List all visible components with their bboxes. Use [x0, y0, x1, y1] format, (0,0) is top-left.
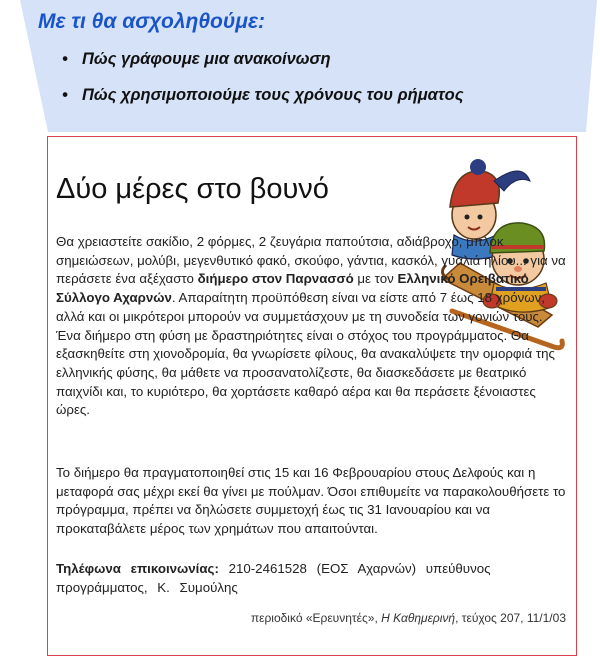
contact-label: Τηλέφωνα επικοινωνίας: [56, 561, 219, 576]
objective-text: Πώς χρησιμοποιούμε τους χρόνους του ρήματος [82, 86, 464, 104]
article-title: Δύο μέρες στο βουνό [56, 173, 329, 205]
p1-text-c: με τον [353, 271, 398, 287]
objectives-title: Με τι θα ασχοληθούμε: [38, 10, 265, 33]
article-paragraph-1 [56, 233, 566, 420]
objective-text: Πώς γράφουμε μια ανακοίνωση [82, 50, 331, 68]
source-publication: Η Καθημερινή [381, 611, 456, 625]
source-citation [251, 611, 566, 625]
bullet-icon: • [62, 50, 68, 68]
bullet-icon: • [62, 86, 68, 104]
objectives-list [62, 48, 463, 120]
objectives-box [0, 0, 600, 140]
article-paragraph-2: Το διήμερο θα πραγματοποιηθεί στις 15 και 16 Φεβρουαρίου στους Δελφούς και η μεταφορά σας μέχρι εκεί θα γίνει με πούλμαν. Όσοι επιθυμείτε να παρακολουθήσετε το πρόγραμμα, πρέπει να δηλώσετε συμμετοχή έως τις 31 Ιανουαρίου και να προκαταβάλετε μέρος των χρημάτων που απαιτούνται. [56, 465, 566, 537]
p1-text-d: . Απαραίτητη προϋπόθεση είναι να είστε από 7 έως 18 χρόνων, αλλά και οι μικρότεροι μπορούν να συμμετάσχουν με τη συνοδεία των γονιών τους. Ένα διήμερο στη φύση με δραστηριότητες είναι ο στόχος του προγράμματος. Θα εξασκηθείτε στη χιονοδρομία, θα γνωρίσετε φίλους, θα ανακαλύψετε την ομορφιά της ελληνικής φύσης, θα μάθετε να προσανατολίζεστε, θα διασκεδάσετε με θεατρικό παιχνίδι και, το κυριότερο, θα χορτάσετε καθαρό αέρα και θα περάσετε ξένοιαστες ώρες. [56, 290, 555, 418]
p1-text-a: Θα χρειαστείτε σακίδιο, 2 φόρμες, 2 ζευγάρια παπούτσια, αδιάβροχο, μπλοκ σημειώσεων, μολύβι, μεγενθυτικό φακό, σκούφο, γάντια, κασκόλ, γυαλιά ηλίου... για να περάσετε ένα αξέχαστο [56, 234, 566, 287]
objective-item [62, 48, 463, 84]
source-prefix: περιοδικό «Ερευνητές», [250, 611, 382, 625]
contact-paragraph [56, 560, 566, 597]
contact-text: 210-2461528 (ΕΟΣ Αχαρνών) υπεύθυνος προγράμματος, Κ. Συμούλης [56, 561, 491, 595]
article-box [47, 136, 577, 656]
objective-item [62, 84, 463, 120]
source-suffix: , τεύχος 207, 11/1/03 [455, 611, 566, 625]
p1-bold-club: Ελληνικό Ορειβατικό Σύλλογο Αχαρνών [56, 271, 529, 306]
p1-bold-destination: διήμερο στον Παρνασσό [197, 271, 354, 287]
